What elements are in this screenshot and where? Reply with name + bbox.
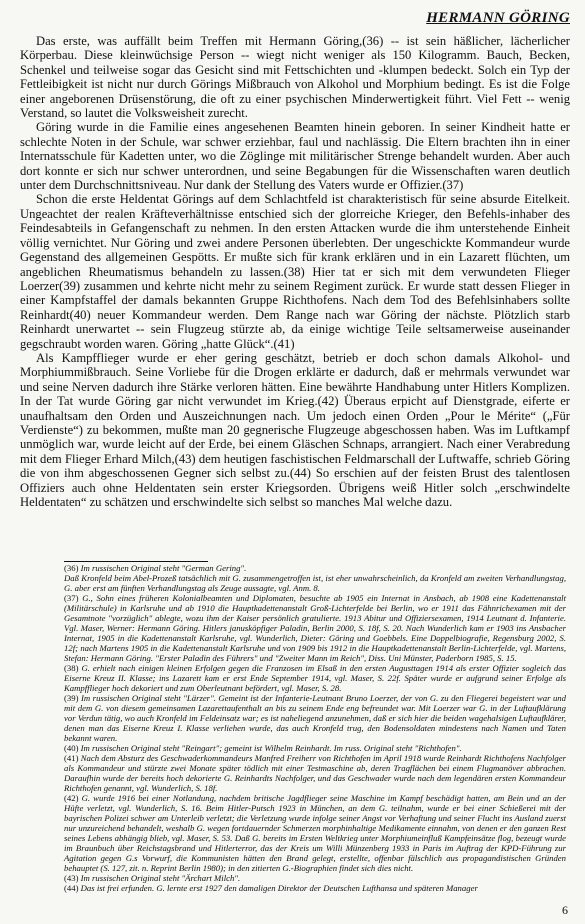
footnote-text: G. wurde 1916 bei einer Notlandung, nachdem britische Jagdflieger seine Maschine im Kampf beschädigt hatten, am Bein und an der Hüfte verletzt, vgl. Wunderlich, S. 16. Beim Hitler-Putsch 1923 in München, an dem G. teilnahm, wurde er bei einer Schießerei mit der bayrischen Polizei schwer am Unterleib verletzt; die Verletzung wurde infolge seiner Angst vor Verhaftung und seiner Flucht ins Ausland zuerst nur unzureichend behandelt, weshalb G. wegen fortdauernder Schmerzen morphinhaltige Medikamente einnahm, von denen er den ganzen Rest seines Lebens abhängig blieb, vgl. Maser, S. 53. Daß G. bereits im Ersten Weltkrieg unter Morphiumeinfluß Kampfeinsätze flog, bezeugt wurde im Braunbuch über Reichstagsbrand und Hitlerterror, das der Kreis um Willi Münzenberg 1933 in Paris im Auftrag der KPD-Führung zur Agitation gegen G.s Vorwurf, die Kommunisten hätten den Brand gelegt, erstellte, offenbar fälschlich aus propagandistischen Gründen behauptet (S. 127, zit. n. Reprint Berlin 1980); in den zitierten G.-Biographien findet sich dies nicht. [64,793,566,873]
footnote-text: Daß Kronfeld beim Abel-Prozeß tatsächlich mit G. zusammengetroffen ist, ist eher unwahrscheinlich, da Kronfeld am zweiten Verhandlungstag, G. aber erst am fünften Verhandlungstag als Zeuge aussagte, vgl. Anm. 8. [64,573,566,593]
footnote-text: Im russischen Original steht "Reingart"; gemeint ist Wilhelm Reinhardt. Im russ. Original steht "Richthofen". [80,743,462,753]
footnote [64,883,566,893]
footnote-text: Nach dem Absturz des Geschwaderkommandeurs Manfred Freiherr von Richthofen im April 1918 wurde Reinhardt Richthofens Nachfolger als Kommandeur und stürzte zwei Monate später tödlich mit einer Testmaschine ab, deren Tragflächen bei einem Flugmanöver abbrachen. Daraufhin wurde der bereits hoch dekorierte G. Reinhardts Nachfolger, und das Geschwader wurde nach dem legendären ersten Kommandeur Richthofen genannt, vgl. Wunderlich, S. 18f. [64,753,566,793]
paragraph: Als Kampfflieger wurde er eher gering geschätzt, betrieb er doch schon damals Alkohol- und Morphiummißbrauch. Seine Vorliebe für die Drogen erklärte er dadurch, daß er mehrmals verwundet war und seine Nerven dadurch ihre Stärke verloren hätten. Eine bewährte Handhabung unter Hitlers Komplizen. In der Tat wurde Göring gar nicht verwundet im Krieg.(42) Überaus erpicht auf Dienstgrade, eiferte er unaufhaltsam den Orden und Auszeichnungen nach. Um jedoch einen Orden „Pour le Mérite“ („Für Verdienste“) zu bekommen, mußte man 20 gegnerische Flugzeuge abgeschossen haben. Was im Luftkampf unmöglich war, wurde leicht auf der Erde, bei einem Gläschen Schnaps, arrangiert. Nach einer Verabredung mit dem Flieger Erhard Milch,(43) dem heutigen faschistischen Feldmarschall der Luftwaffe, schrieb Göring die von ihm abgeschossenen Gegner sich selbst zu.(44) So erschien auf der feisten Brust des talentlosen Offiziers auch ohne Heldentaten sein erster Kriegsorden. Übrigens weiß Hitler solch „erschwindelte Heldentaten“ zu schätzen und erschwindelte sich selbst so manches Mal welche dazu. [20,350,570,509]
footnote [64,563,566,573]
footnote-number: (44) [64,883,79,893]
footnote-text: Im russischen Original steht "Ärchart Milch". [80,873,241,883]
footnote [64,753,566,793]
paragraph: Schon die erste Heldentat Görings auf dem Schlachtfeld ist charakteristisch für seine absurde Eitelkeit. Ungeachtet der realen Kräfteverhältnisse entschied sich der glorreiche Krieger, den Befehls-inhaber des Feindesabteils in Gefangenschaft zu nehmen. In den ersten Attacken wurde die ihm unterstehende Einheit völlig vernichtet. Nur Göring und zwei andere Personen überlebten. Der ungeschickte Kommandeur wurde Gegenstand des allgemeinen Gespötts. Er mußte sich für krank erklären und in ein Lazarett flüchten, um angeblichen Rheumatismus behandeln zu lassen.(38) Hier tat er sich mit dem verwundeten Flieger Loerzer(39) zusammen und kehrte nicht mehr zu seinem Regiment zurück. Er wurde statt dessen Flieger in einer Kampfstaffel der damals bekannten Gruppe Richthofens. Nach dem Tod des Befehlsinhabers sollte Reinhardt(40) neuer Kommandeur werden. Dem Range nach war Göring der nächste. Plötzlich starb Reinhardt unerwartet -- sein Flugzeug stürzte ab, da einige wichtige Teile seltsamerweise auseinander gegschraubt worden waren. Göring „hatte Glück“.(41) [20,192,570,351]
footnote-number: (38) [64,663,79,673]
footnote-text: Im russischen Original steht "Lärzer". Gemeint ist der Infanterie-Leutnant Bruno Loerzer, der von G. zu den Fliegerei begeistert war und mit dem G. von diesem gemeinsamen Lazarettaufenthalt an bis zu seinem Ende eng befreundet war. Mit Loerzer war G. in der Luftaufklärung vor Verdun tätig, wo auch Kronfeld im Feldeinsatz war; es ist naheliegend anzunehmen, daß er sich hier die beiden wagehalsigen Luftaufklärer, denen man das Eiserne Kreuz I. Klasse verliehen wurde, das auch Kronfeld trug, den Bodensoldaten mindestens nach Namen und Taten bekannt waren. [64,693,566,743]
footnote-number: (39) [64,693,79,703]
paragraph: Das erste, was auffällt beim Treffen mit Hermann Göring,(36) -- ist sein häßlicher, lächerlicher Körperbau. Diese kleinwüchsige Person -- wiegt nicht weniger als 150 Kilogramm. Bauch, Becken, Schenkel und teilweise sogar das Gesicht sind mit Fettschichten und -klumpen bedeckt. Solch ein Typ der Fettleibigkeit ist nicht nur durch Görings Mißbrauch von Alkohol und Morphium bedingt. Es ist die Folge einer angeborenen Drüsenstörung, die oft zu einer psychischen Minderwertigkeit führt. Viel Fett -- wenig Verstand, so lautet die Volksweisheit zurecht. [20,34,570,121]
footnote [64,573,566,593]
footnote-number: (40) [64,743,79,753]
footnote [64,593,566,663]
footnote-number: (37) [64,593,79,603]
footnote [64,743,566,753]
footnote-text: Im russischen Original steht "German Gering". [80,563,247,573]
footnote-text: G. erhielt nach einigen kleinen Erfolgen gegen die Franzosen im Elsaß in den ersten Augusttagen 1914 als erster Offizier sogleich das Eiserne Kreuz II. Klasse; ins Lazarett kam er erst Ende September 1914, vgl. Maser, S. 22f. Später wurde er aufgrund seiner Erfolge als Kampfflieger hoch dekoriert und zum Oberleutnant befördert, vgl. Maser, S. 28. [64,663,567,693]
footnote-number: (41) [64,753,79,763]
footnote [64,793,566,873]
page-number: 6 [562,903,568,917]
footnote-text: Das ist frei erfunden. G. lernte erst 1927 den damaligen Direktor der Deutschen Lufthansa und späteren Manager [80,883,478,893]
footnote [64,663,566,693]
running-header: HERMANN GÖRING [426,10,570,26]
footnote [64,693,566,743]
footnote-number: (36) [64,563,79,573]
paragraph: Göring wurde in die Familie eines angesehenen Beamten hinein geboren. In seiner Kindheit hatte er schlechte Noten in der Schule, war schwer erziehbar, faul und nachlässig. Die Eltern brachten ihn in einer Internatsschule für Kadetten unter, wo die Zöglinge mit militärischer Strenge behandelt wurden. Aber auch dort konnte er sich nur schwer unterordnen, und seine Begabungen für die Wissenschaften waren deutlich unter dem Durchschnittsniveau. Nur dank der Stellung des Vaters wurde er Offizier.(37) [20,120,570,193]
footnote [64,873,566,883]
document-page [20,10,570,918]
footnote-number: (43) [64,873,79,883]
footnote-divider [64,561,208,562]
footnotes [64,563,566,893]
footnote-text: G., Sohn eines früheren Kolonialbeamten und Diplomaten, besuchte ab 1905 ein Internat in Ansbach, ab 1908 eine Kadettenanstalt (Militärschule) in Karlsruhe und ab 1910 die Hauptkadettenanstalt Groß-Lichterfelde bei Berlin, wo er 1911 das Fähnrichexamen mit der Gesamtnote "vorzüglich" ablegte, wozu ihm der Kaiser persönlich gratulierte. 1913 Abitur und Offiziersexamen, 1914 Leutnant d. Infanterie. Vgl. Maser, Werner: Hermann Göring. Hitlers janusköpfiger Paladin, Berlin 2000, S. 18f, S. 20. Nach Wunderlich kam er 1903 ins Ansbacher Internat, 1905 in die Kadettenanstalt Karlsruhe, vgl. Wunderlich, Dieter: Göring und Goebbels. Eine Doppelbiografie, Regensburg 2002, S. 12f; nach Martens 1905 in die Kadettenanstalt Karlsruhe und von 1909 bis 1912 in die Hauptkadettenanstalt Berlin-Lichterfelde, vgl. Martens, Stefan: Hermann Göring. "Erster Paladin des Führers" und "Zweiter Mann im Reich", Diss. Uni Münster, Paderborn 1985, S. 15. [64,593,567,663]
footnote-number: (42) [64,793,79,803]
main-text [20,34,570,509]
